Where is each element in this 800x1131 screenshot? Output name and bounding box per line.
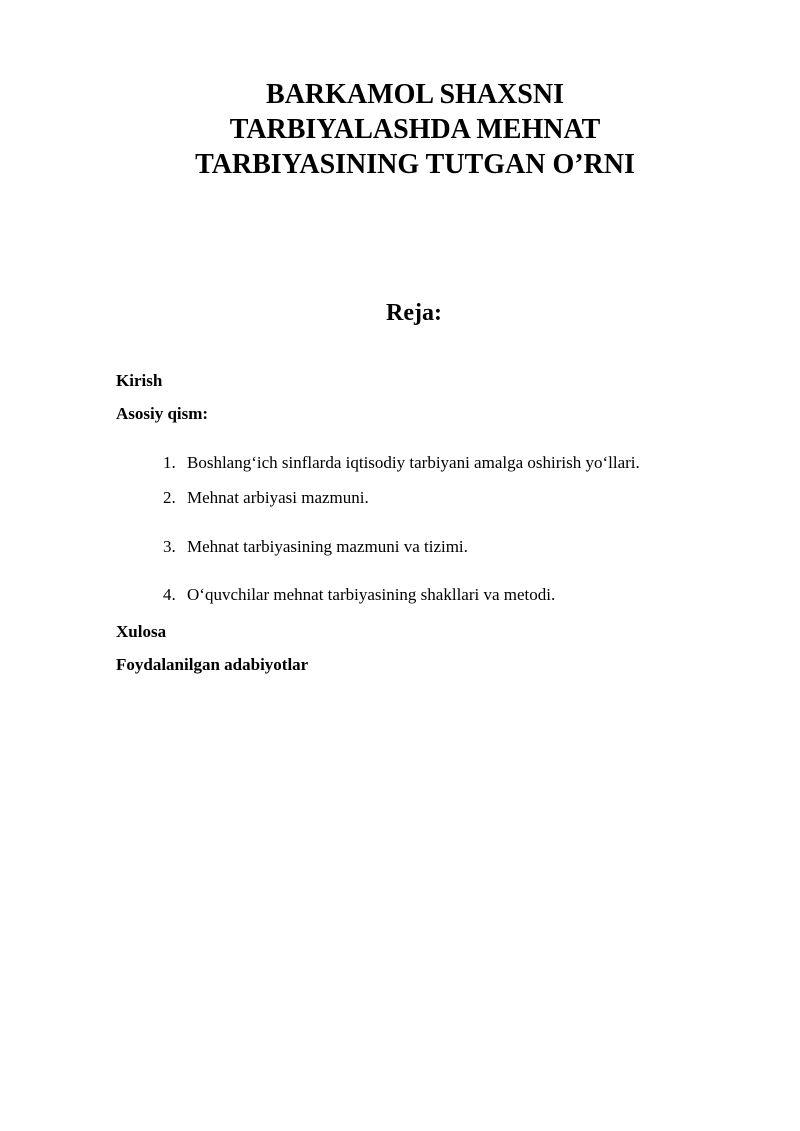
list-item-number: 4. (163, 585, 176, 604)
list-item (163, 487, 369, 509)
list-item-text: O‘quvchilar mehnat tarbiyasining shakllari va metodi. (187, 585, 556, 604)
list-item (163, 584, 555, 606)
list-item-text: Boshlang‘ich sinflarda iqtisodiy tarbiyani amalga oshirish yo‘llari. (187, 453, 640, 472)
list-item-text: Mehnat tarbiyasining mazmuni va tizimi. (187, 537, 468, 556)
list-item-text: Mehnat arbiyasi mazmuni. (187, 488, 369, 507)
main-part-heading: Asosiy qism: (116, 404, 209, 423)
references-heading: Foydalanilgan adabiyotlar (116, 655, 309, 674)
list-item-number: 2. (163, 488, 176, 507)
plan-heading: Reja: (386, 300, 442, 326)
title-line-2: TARBIYALASHDA MEHNAT (229, 114, 601, 145)
list-item-number: 1. (163, 453, 176, 472)
intro-heading: Kirish (116, 371, 163, 390)
list-item-number: 3. (163, 537, 176, 556)
document-title (100, 77, 730, 182)
list-item (163, 536, 468, 558)
title-line-3: TARBIYASINING TUTGAN O’RNI (195, 149, 635, 180)
conclusion-heading: Xulosa (116, 622, 167, 641)
list-item (163, 452, 640, 474)
title-line-1: BARKAMOL SHAXSNI (266, 79, 564, 110)
